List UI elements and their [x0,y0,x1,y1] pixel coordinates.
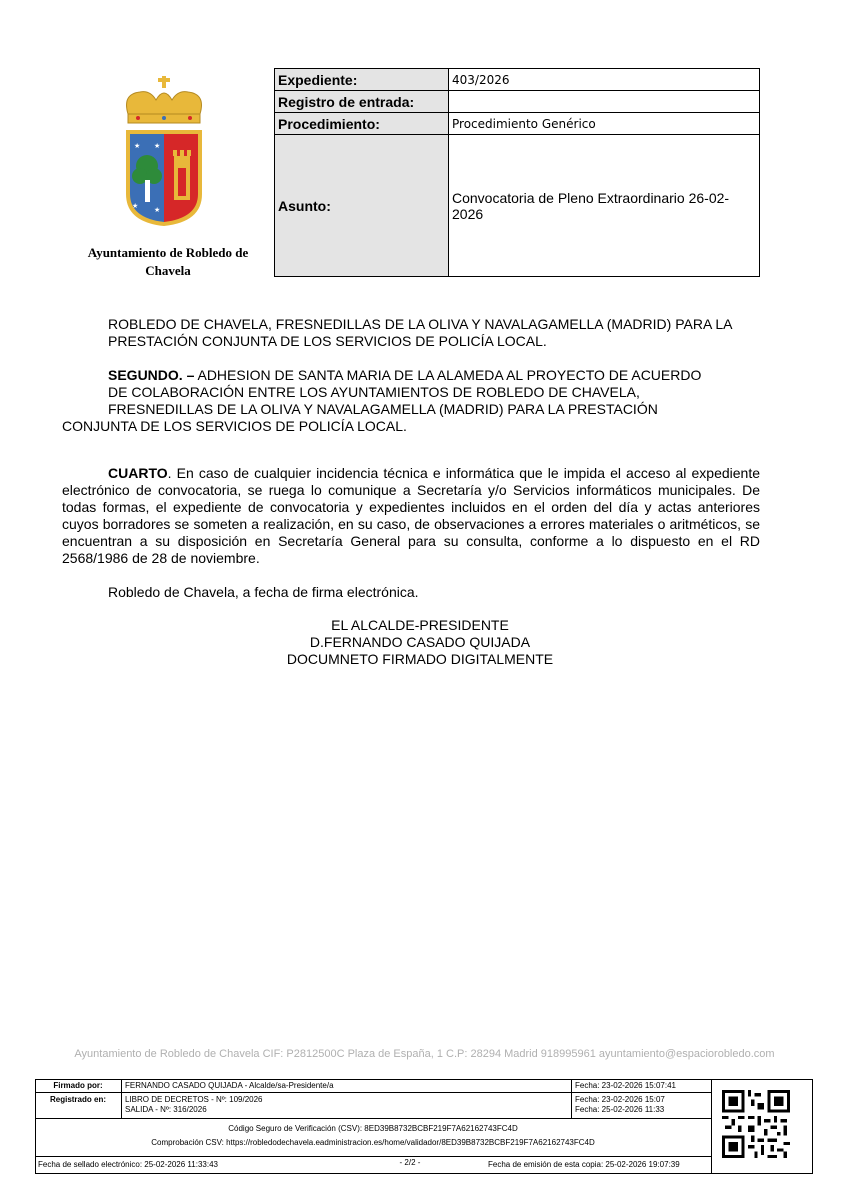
registro-value [449,91,760,113]
sig-divider [35,1118,711,1119]
cuarto-text: . En caso de cualquier incidencia técnica e informática que le impida el acceso al expediente electrónico de convocatoria, se ruega lo comunique a Secretaría y/o Servicios informáticos municipales. De todas formas, el expediente de convocatoria y expedientes incluidos en el orden del día y actas anteriores cuyos borradores se someten a realización, en su caso, de observaciones a errores materiales o aritméticos, se encuentran a su disposición en Secretaría General para su consulta, conforme a lo dispuesto en el RD 2568/1986 de 28 de noviembre. [62,465,760,566]
town-name: Ayuntamiento de Robledo de Chavela [87,245,249,278]
sig-divider [121,1079,122,1118]
svg-text:★: ★ [154,143,161,150]
row-registro [275,91,760,113]
procedimiento-value: Procedimiento Genérico [449,113,760,135]
sig-divider [35,1092,711,1093]
registrado-fecha1: Fecha: 23-02-2026 15:07 [575,1095,665,1104]
para1-line2: PRESTACIÓN CONJUNTA DE LOS SERVICIOS DE POLICÍA LOCAL. [108,333,547,349]
sign-title: EL ALCALDE-PRESIDENTE [331,617,509,633]
emision-date: Fecha de emisión de esta copia: 25-02-2026 19:07:39 [488,1160,680,1169]
registrado-label: Registrado en: [49,1095,106,1104]
svg-text:★: ★ [154,207,161,214]
procedimiento-label: Procedimiento: [275,113,449,135]
svg-text:★: ★ [132,203,139,210]
page-number: - 2/2 - [399,1158,421,1167]
asunto-value: Convocatoria de Pleno Extraordinario 26-02-2026 [449,135,760,277]
csv-check-link[interactable]: Comprobación CSV: https://robledodechavela.eadministracion.es/home/validador/8ED39B8732BCBF219F7A62162743FC4D [151,1138,595,1147]
asunto-label: Asunto: [275,135,449,277]
segundo-line3: FRESNEDILLAS DE LA OLIVA Y NAVALAGAMELLA (MADRID) PARA LA PRESTACIÓN [108,401,658,417]
expediente-value: 403/2026 [449,69,760,91]
firmado-value: FERNANDO CASADO QUIJADA - Alcalde/sa-Presidente/a [125,1081,334,1090]
cuarto-label: CUARTO [108,465,168,481]
row-expediente [275,69,760,91]
cuarto-paragraph [62,465,760,567]
para1-line1: ROBLEDO DE CHAVELA, FRESNEDILLAS DE LA OLIVA Y NAVALAGAMELLA (MADRID) PARA LA [108,316,733,332]
row-procedimiento [275,113,760,135]
expediente-label: Expediente: [275,69,449,91]
sig-divider [571,1079,572,1118]
segundo-line2: DE COLABORACIÓN ENTRE LOS AYUNTAMIENTOS DE ROBLEDO DE CHAVELA, [108,384,640,400]
csv-code: Código Seguro de Verificación (CSV): 8ED39B8732BCBF219F7A62162743FC4D [228,1124,518,1133]
sellado-date: Fecha de sellado electrónico: 25-02-2026 11:33:43 [38,1160,218,1169]
segundo-line1 [108,367,701,384]
registrado-value2: SALIDA - Nº: 316/2026 [125,1105,207,1114]
registrado-value1: LIBRO DE DECRETOS - Nº: 109/2026 [125,1095,263,1104]
segundo-line4: CONJUNTA DE LOS SERVICIOS DE POLICÍA LOCAL. [62,418,407,434]
footer-address: Ayuntamiento de Robledo de Chavela CIF: P2812500C Plaza de España, 1 C.P: 28294 Madrid 918995961 ayuntamiento@espaciorobledo.com [74,1048,775,1060]
place-date: Robledo de Chavela, a fecha de firma electrónica. [108,584,419,600]
registrado-fecha2: Fecha: 25-02-2026 11:33 [575,1105,665,1114]
firmado-fecha: Fecha: 23-02-2026 15:07:41 [575,1081,676,1090]
segundo-text: ADHESION DE SANTA MARIA DE LA ALAMEDA AL PROYECTO DE ACUERDO [194,367,702,383]
firmado-label: Firmado por: [53,1081,103,1090]
sig-divider [35,1156,711,1157]
header-table [274,68,760,277]
qr-code-icon [722,1090,790,1158]
sign-name: D.FERNANDO CASADO QUIJADA [309,634,531,650]
svg-text:★: ★ [134,143,141,150]
sig-divider [711,1079,712,1173]
sign-note: DOCUMNETO FIRMADO DIGITALMENTE [286,651,554,667]
coat-of-arms-icon [118,76,210,228]
row-asunto [275,135,760,277]
segundo-label: SEGUNDO. – [108,367,195,383]
registro-label: Registro de entrada: [275,91,449,113]
